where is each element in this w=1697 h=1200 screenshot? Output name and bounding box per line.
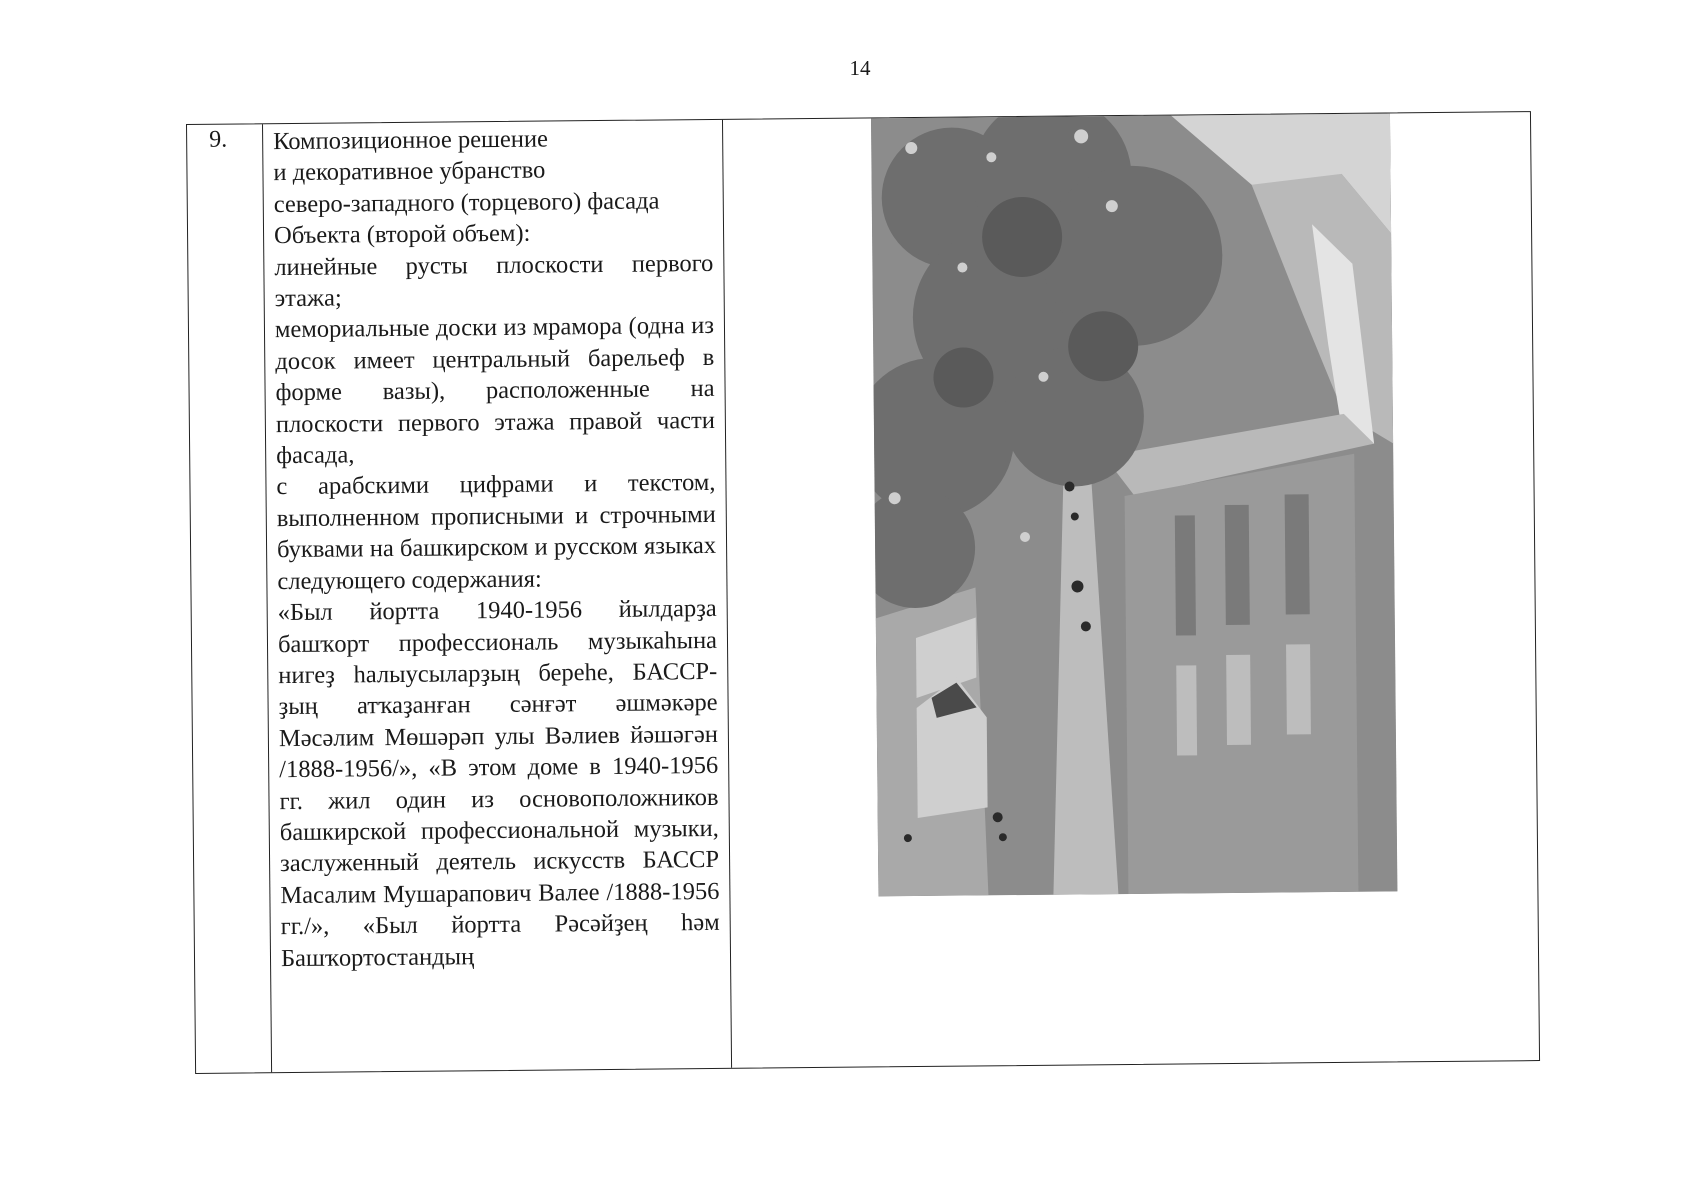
paragraph-inscription-intro: с арабскими цифрами и текстом, выполненном прописными и строчными буквами на башкирском и русском языках следующего содержания: (276, 469, 717, 595)
document-table (186, 111, 1540, 1074)
paragraph-inscription-text: «Был йортта 1940-1956 йылдарҙа башҡорт профессиональ музыкаһына нигеҙ һалыусыларҙың береһе, БАССР-ҙың атҡаҙанған сәнғәт әшмәкәре Мәсәлим Мөшәрәп улы Вәлиев йәшәгән /1888-1956/», «В этом доме в 1940-1956 гг. жил один из основоположников башкирской профессиональной музыки, заслуженный деятель искусств БАССР Масалим Мушарапович Валее /1888-1956 гг./», «Был йортта Рәсәйҙең һәм Башҡортостандың (277, 595, 720, 972)
row-number: 9. (187, 124, 272, 1073)
page-number: 14 (849, 56, 871, 80)
intro-line-4: Объекта (второй объем): (273, 219, 531, 250)
photo-cell (723, 112, 1539, 1068)
building-facade-photo (871, 113, 1397, 896)
paragraph-memorial-plaques: мемориальные доски из мрамора (одна из досок имеет центральный барельеф в форме вазы), расположенные на плоскости первого этажа правой части фасада, (274, 312, 715, 470)
intro-line-3: северо-западного (торцевого) фасада (273, 187, 660, 218)
intro-line-2: и декоративное убранство (273, 156, 546, 187)
photo-graphic (871, 113, 1397, 896)
intro-line-1: Композиционное решение (273, 125, 549, 156)
paragraph-rustication: линейные русты плоскости первого этажа; (274, 249, 714, 313)
description-cell (263, 120, 732, 1072)
